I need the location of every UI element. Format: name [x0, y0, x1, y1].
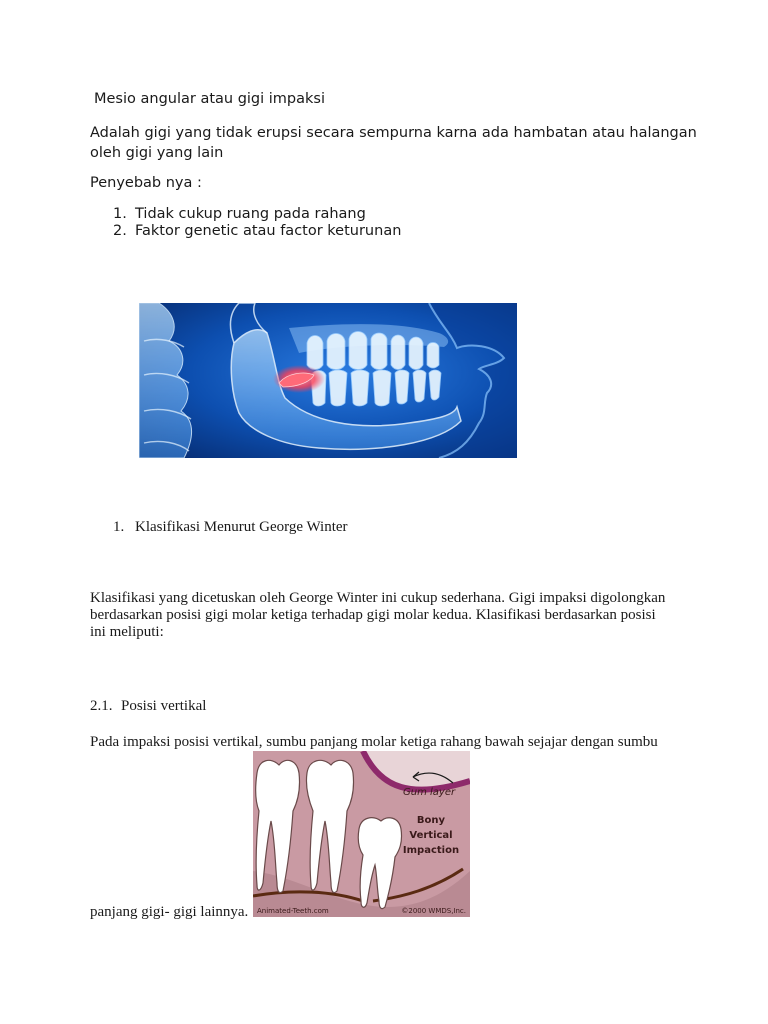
list-text: Tidak cukup ruang pada rahang	[135, 206, 366, 222]
vertical-impaction-diagram	[253, 751, 470, 917]
document-title: Mesio angular atau gigi impaksi	[94, 91, 326, 107]
diagram-caption-line: Vertical	[409, 830, 453, 841]
list-number: 1.	[113, 519, 125, 535]
paragraph-line: ini meliputi:	[90, 624, 164, 640]
list-number: 1.	[113, 206, 127, 222]
list-text: Klasifikasi Menurut George Winter	[135, 519, 348, 535]
diagram-caption-line: Bony	[416, 815, 446, 826]
classification-paragraph	[90, 590, 665, 641]
gum-layer-label: Gum layer	[403, 787, 456, 798]
causes-heading: Penyebab nya :	[90, 175, 202, 191]
diagram-credit-left: Animated-Teeth.com	[257, 907, 329, 915]
definition-line: Adalah gigi yang tidak erupsi secara sempurna karna ada hambatan atau halangan	[90, 125, 697, 141]
list-text: Faktor genetic atau factor keturunan	[135, 223, 402, 239]
diagram-caption-line: Impaction	[402, 845, 460, 856]
paragraph-line: berdasarkan posisi gigi molar ketiga terhadap gigi molar kedua. Klasifikasi berdasarkan posisi	[90, 607, 656, 623]
subsection-number: 2.1.	[90, 698, 113, 714]
diagram-credit-right: ©2000 WMDS,Inc.	[401, 907, 466, 915]
paragraph-line: panjang gigi- gigi lainnya.	[90, 904, 249, 920]
paragraph-line: Pada impaksi posisi vertikal, sumbu panjang molar ketiga rahang bawah sejajar dengan sumbu	[90, 734, 658, 750]
definition-paragraph	[90, 123, 697, 163]
definition-line: oleh gigi yang lain	[90, 145, 224, 161]
list-number: 2.	[113, 223, 127, 239]
subsection-title: Posisi vertikal	[121, 698, 207, 714]
jaw-xray-image	[139, 303, 517, 458]
paragraph-line: Klasifikasi yang dicetuskan oleh George Winter ini cukup sederhana. Gigi impaksi digolongkan	[90, 590, 666, 606]
